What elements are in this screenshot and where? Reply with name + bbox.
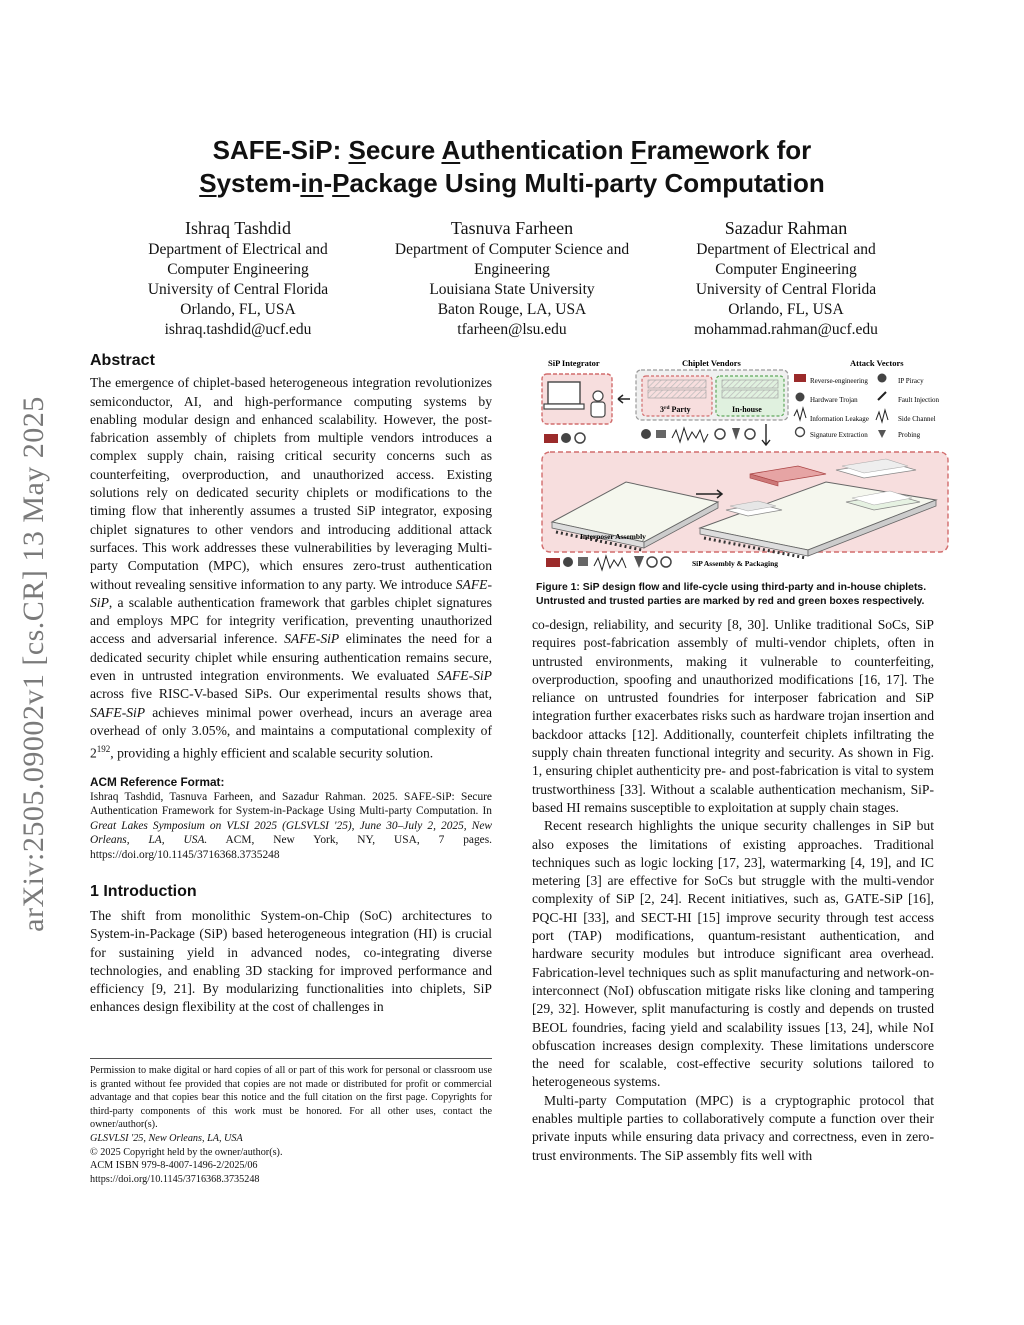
title-fragment: -: [323, 168, 333, 198]
author-block-1: [88, 216, 388, 340]
intro-paragraph: The shift from monolithic System-on-Chip (SoC) architectures to System-in-Package (SiP) based heterogeneous integration (HI) is crucial for sustaining yield in advanced nodes, co-integrating diverse technologies, and enabling 3D stacking for improved performance and efficiency [9, 21]. By modularizing functionalities into chiplets, SiP enhances design flexibility at the cost of challenges in: [90, 907, 492, 1015]
footnote: [90, 1064, 492, 1186]
attack-label: Signature Extraction: [810, 431, 868, 439]
footnote-rule: [90, 1058, 492, 1059]
author-institution: Louisiana State University: [429, 281, 595, 298]
permission-notice: Permission to make digital or hard copies of all or part of this work for personal or classroom use is granted without fee provided that copies are not made or distributed for profit or commercial advantage and that copies bear this notice and the full citation on the first page. Copyrights for third-party components of this work must be honored. For all other uses, contact the owner/author(s).: [90, 1065, 492, 1131]
arrow-down: [762, 424, 770, 445]
title-fragment: ram: [646, 135, 695, 165]
person-icon: [591, 391, 605, 417]
label-interposer: Interposer Assembly: [580, 532, 646, 541]
integrator-threat-icons: [544, 433, 585, 443]
attack-label: Reverse-engineering: [810, 377, 868, 385]
attack-label: Side Channel: [898, 415, 936, 423]
left-column: [90, 352, 492, 1017]
attack-label: Probing: [898, 431, 921, 439]
copyright-line: © 2025 Copyright held by the owner/author(s).: [90, 1146, 283, 1158]
author-email[interactable]: ishraq.tashdid@ucf.edu: [164, 321, 312, 338]
acm-reference: [90, 775, 492, 863]
label-sip-assembly: SiP Assembly & Packaging: [692, 559, 779, 568]
title-fragment: A: [441, 135, 461, 165]
title-fragment: ackage Using Multi-party Computation: [349, 168, 825, 198]
paper-title: [0, 134, 1024, 200]
laptop-icon: [544, 382, 584, 409]
figure-1-caption: Figure 1: SiP design flow and life-cycle using third-party and in-house chiplets. Untrusted and trusted parties are marked by red and green boxes respectively.: [536, 582, 927, 607]
arxiv-id: arXiv:2505.09002v1 [cs.CR] 13 May 2025: [17, 396, 50, 932]
venue-line: GLSVLSI '25, New Orleans, LA, USA: [90, 1132, 243, 1144]
acm-reference-heading: ACM Reference Format:: [90, 775, 225, 790]
author-name: Ishraq Tashdid: [185, 218, 291, 238]
author-email[interactable]: tfarheen@lsu.edu: [457, 321, 567, 338]
vendor-threat-icons: [641, 428, 755, 442]
author-block-3: [636, 216, 936, 340]
author-dept: Engineering: [474, 261, 550, 278]
title-fragment: in: [300, 168, 324, 198]
attack-label: IP Piracy: [898, 377, 924, 385]
author-email[interactable]: mohammad.rahman@ucf.edu: [694, 321, 878, 338]
title-fragment: work for: [708, 135, 812, 165]
abstract-heading: Abstract: [90, 352, 155, 369]
author-dept: Department of Electrical and: [696, 241, 876, 258]
author-location: Orlando, FL, USA: [180, 301, 296, 318]
author-dept: Department of Computer Science and: [394, 241, 630, 258]
attack-label: Fault Injection: [898, 396, 940, 404]
title-fragment: F: [630, 135, 647, 165]
body-paragraph: Multi-party Computation (MPC) is a cryptographic protocol that enables multiple parties to collaboratively compute a function over their private inputs while ensuring data privacy and correctness, even in zero-trust environments. The SiP assembly fits well with: [532, 1092, 934, 1163]
author-block-2: [362, 216, 662, 340]
title-fragment: e: [694, 135, 709, 165]
assembly-threat-icons: [546, 556, 671, 570]
doi-link[interactable]: https://doi.org/10.1145/3716368.3735248: [90, 1173, 260, 1185]
author-dept: Computer Engineering: [715, 261, 857, 278]
author-name: Sazadur Rahman: [724, 218, 848, 238]
author-dept: Computer Engineering: [167, 261, 309, 278]
title-fragment: SAFE-SiP:: [212, 135, 349, 165]
label-third-party: 3rd Party: [660, 405, 691, 414]
acm-reference-text: Ishraq Tashdid, Tasnuva Farheen, and Sazadur Rahman. 2025. SAFE-SiP: Secure Authentication Framework for System-in-Package Using Multi-party Computation. In Great Lakes Symposium on VLSI 2025 (GLSVLSI '25), June 30–July 2, 2025, New Orleans, LA, USA. ACM, New York, NY, USA, 7 pages. https://doi.org/10.1145/3716368.3735248: [90, 790, 492, 862]
title-fragment: ecure: [365, 135, 442, 165]
figure-1-diagram: [536, 352, 954, 580]
author-dept: Department of Electrical and: [148, 241, 328, 258]
arxiv-stamp: [4, 364, 64, 964]
attack-label: Information Leakage: [810, 415, 869, 423]
author-institution: University of Central Florida: [695, 281, 877, 298]
isbn-line: ACM ISBN 979-8-4007-1496-2/2025/06: [90, 1160, 258, 1172]
body-paragraph: Recent research highlights the unique security challenges in SiP but also exposes the limitations of existing approaches. Traditional techniques such as logic locking [17, 23], watermarking [4, 19], and IC metering [3] are effective for SoCs but struggle with the multi-vendor complexity of SiP [2, 24]. Recent initiatives, such as, GATE-SiP [16], PQC-HI [33], and SECT-HI [15] improve security through test access port (TAP) modifications, quantum-resistant authentication, and hardware security modules but introduce significant area overhead. Fabrication-level techniques such as split manufacturing and network-on-interconnect (NoI) obfuscation mitigate risks like cloning and tampering [29, 32]. However, split manufacturing is costly and depends on trusted BEOL foundries, facing yield and scalability issues [13, 24], while NoI obfuscation increases design complexity. These limitations underscore the need for scalable, cost-effective security solutions tailored to heterogeneous systems.: [532, 818, 934, 1090]
title-fragment: S: [348, 135, 366, 165]
author-location: Orlando, FL, USA: [728, 301, 844, 318]
abstract-text: The emergence of chiplet-based heterogeneous integration revolutionizes semiconductor, AI, and high-performance computing systems by enabling modular design and enhanced scalability. However, the post-fabrication assembly of chiplets from multiple vendors introduces a complex supply chain, raising critical security concerns such as counterfeiting, overproduction, and unauthorized access. Existing solutions rely on dedicated security chiplets or modifications to the timing flow that inherently assumes a trusted SiP integrator, exposing chiplet signatures to other vendors and introducing additional attack surfaces. This work addresses these vulnerabilities by leveraging Multi-party Computation (MPC), which ensures zero-trust authentication without revealing sensitive information to any party. We introduce SAFE-SiP, a scalable authentication framework that garbles chiplet signatures and employs MPC for integrity verification, preventing unauthorized access and adversarial inference. SAFE-SiP eliminates the need for a dedicated security chiplet while ensuring authentication remains secure, even in untrusted integration environments. We evaluated SAFE-SiP across five RISC-V-based SiPs. Our experimental results shows that, SAFE-SiP achieves minimal power overhead, incurs an average area overhead of only 3.05%, and maintains a computational complexity of $2^{192}$, providing a highly efficient and scalable security solution.: [90, 375, 492, 761]
right-column: [532, 616, 934, 1165]
author-location: Baton Rouge, LA, USA: [437, 301, 587, 318]
author-institution: University of Central Florida: [147, 281, 329, 298]
label-in-house: In-house: [732, 405, 762, 414]
label-attack-vectors: Attack Vectors: [850, 358, 904, 368]
title-fragment: uthentication: [460, 135, 631, 165]
title-fragment: ystem-: [216, 168, 301, 198]
attack-label: Hardware Trojan: [810, 396, 858, 404]
title-fragment: S: [199, 168, 217, 198]
section-heading-introduction: 1 Introduction: [90, 882, 197, 900]
title-fragment: P: [332, 168, 350, 198]
author-name: Tasnuva Farheen: [450, 218, 574, 238]
label-sip-integrator: SiP Integrator: [548, 358, 600, 368]
label-chiplet-vendors: Chiplet Vendors: [682, 358, 741, 368]
body-paragraph: co-design, reliability, and security [8, 30]. Unlike traditional SoCs, SiP requires post-fabrication assembly of multi-vendor chiplets, often in untrusted environments, making it vulnerable to counterfeiting, overproduction, spoofing and unauthorized modifications [16, 17]. The reliance on untrusted foundries for interposer fabrication and SiP integration further exacerbates risks such as hardware trojan insertion and backdoor attacks [12]. Additionally, counterfeit chiplets infiltrating the supply chain threaten functional integrity and security. As shown in Fig. 1, ensuring chiplet authenticity pre- and post-fabrication is vital to system trustworthiness [33]. Without a scalable authentication mechanism, SiP-based HI remains susceptible to exploitation at supply chain stages.: [532, 617, 934, 815]
